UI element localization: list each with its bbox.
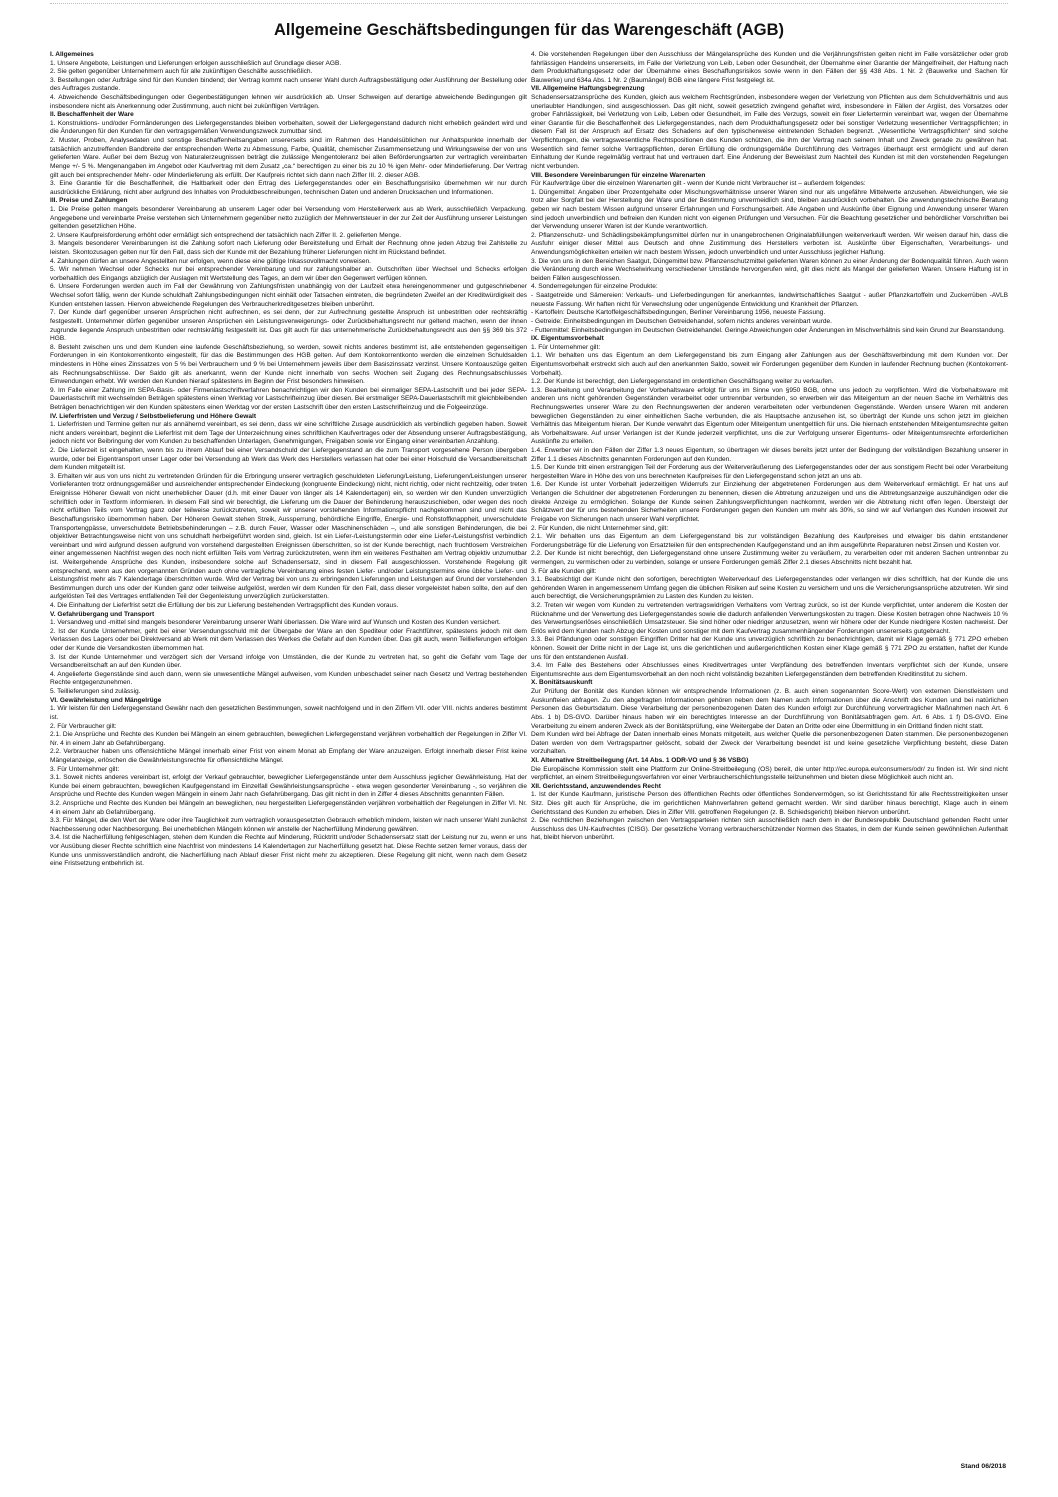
right-text-column <box>531 51 1008 1476</box>
clause-paragraph: 3. Erhalten wir aus von uns nicht zu vertretenden Gründen für die Erbringung unserer vertraglich geschuldeten Lieferung/Leistung, Lieferungen/Leistungen unserer Vorlieferanten trotz ordnungsgemäßer und ausreichender entsprechender Eindeckung (kongruente Eindeckung) nicht, nicht richtig, oder nicht rechtzeitig, oder treten Ereignisse Höherer Gewalt von nicht unerheblicher Dauer (d.h. mit einer Dauer von länger als 14 Kalendertagen) ein, so werden wir den Kunden unverzüglich schriftlich oder in Textform informieren. In diesem Fall sind wir berechtigt, die Lieferung um die Dauer der Behinderung herauszuschieben, oder wegen des noch nicht erfüllten Teils vom Vertrag ganz oder teilweise zurückzutreten, soweit wir unserer vorstehenden Informationspflicht nachgekommen sind und nicht das Beschaffungsrisiko übernommen haben. Der Höheren Gewalt stehen Streik, Aussperrung, behördliche Eingriffe, Energie- und Rohstoffknappheit, unverschuldete Transportengpässe, unverschuldete Betriebsbehinderungen – z.B. durch Feuer, Wasser oder Maschinenschäden –, und alle sonstigen Behinderungen, die bei objektiver Betrachtungsweise nicht von uns schuldhaft herbeigeführt worden sind, gleich. Ist ein Liefer-/Leistungstermin oder eine Liefer-/Leistungsfrist verbindlich vereinbart und wird aufgrund dessen aufgrund von vorstehend dargestellten Ereignissen überschritten, so ist der Kunde berechtigt, nach fruchtlosem Verstreichen einer angemessenen Nachfrist wegen des noch nicht erfüllten Teils vom Vertrag zurückzutreten, wenn ihm ein weiteres Festhalten am Vertrag objektiv unzumutbar ist. Weitergehende Ansprüche des Kunden, insbesondere solche auf Schadensersatz, sind in diesem Fall ausgeschlossen. Vorstehende Regelung gilt entsprechend, wenn aus den vorgenannten Gründen auch ohne vertragliche Vereinbarung eines festen Liefer- und/oder Leistungstermins eine übliche Liefer- und Leistungsfrist mehr als 7 Kalendertage überschritten wurde. Wird der Vertrag bei von uns zu erbringenden Lieferungen und Leistungen auf Grund der vorstehenden Bestimmungen durch uns oder der Kunden ganz oder teilweise aufgelöst, werden wir dem Kunden für den Fall, dass dieser vorgeleistet haben sollte, den auf den aufgelösten Teil des Vertrages entfallenden Teil der Gegenleistung unverzüglich zurückerstatten. <box>50 472 527 601</box>
clause-paragraph: 3. Ist der Kunde Unternehmer und verzögert sich der Versand infolge von Umständen, die der Kunde zu vertreten hat, so geht die Gefahr vom Tage der Versandbereitschaft an auf den Kunden über. <box>50 653 527 670</box>
clause-paragraph: 1.1. Wir behalten uns das Eigentum an dem Liefergegenstand bis zum Eingang aller Zahlungen aus der Geschäftsverbindung mit dem Kunden vor. Der Eigentumsvorbehalt erstreckt sich auch auf den anerkannten Saldo, soweit wir Forderungen gegenüber dem Kunden in laufender Rechnung buchen (Kontokorrent-Vorbehalt). <box>531 352 1008 377</box>
clause-paragraph: 1. Lieferfristen und Termine gelten nur als annähernd vereinbart, es sei denn, dass wir eine schriftliche Zusage ausdrücklich als verbindlich gegeben haben. Soweit nicht anders vereinbart, beginnt die Lieferfrist mit dem Tage der Unterzeichnung eines schriftlichen Kaufvertrages oder der Absendung unserer Auftragsbestätigung, jedoch nicht vor Beibringung der vom Kunden zu beschaffenden Unterlagen, Genehmigungen, Freigaben sowie vor Eingang einer vereinbarten Anzahlung. <box>50 421 527 446</box>
document-version-stamp: Stand 06/2018 <box>960 1463 1006 1470</box>
clause-paragraph: 3.2. Ansprüche und Rechte des Kunden bei Mängeln an beweglichen, neu hergestellten Liefergegenständen verjähren vorbehaltlich der Regelungen in Ziffer VI. Nr. 4 in einem Jahr ab Gefahrübergang. <box>50 800 527 816</box>
section-heading: II. Beschaffenheit der Ware <box>50 111 134 119</box>
clause-paragraph: Dem Kunden wird bei Abfrage der Daten innerhalb eines Monats mitgeteilt, aus welcher Quelle die personenbezogenen Daten stammen. Die personenbezogenen Daten werden von dem Vertragspartner gelöscht, sobald der Zweck der Verarbeitung beendet ist und keine gesetzliche Verpflichtung besteht, diese Daten vorzuhalten. <box>531 731 1008 756</box>
clause-paragraph: - Futtermittel: Einheitsbedingungen im Deutschen Getreidehandel. Geringe Abweichungen oder Änderungen im Mischverhältnis sind kein Grund zur Beanstandung. <box>531 326 1005 334</box>
clause-paragraph: 1.5. Der Kunde tritt einen erstrangigen Teil der Forderung aus der Weiterveräußerung des Liefergegenstandes oder der aus sonstigem Recht bei oder Verarbeitung hergestellten Ware in Höhe des von uns berechneten Kaufpreises für den Liefergegenstand schon jetzt an uns ab. <box>531 464 1008 480</box>
clause-paragraph: 2. Muster, Proben, Analysedaten und sonstige Beschaffenheitsangaben unsererseits sind im Rahmen des Handelsüblichen nur Anhaltspunkte innerhalb der tatsächlich anzutreffenden Bandbreite der entsprechenden Werte zu Abmessung, Farbe, Qualität, chemischer Zusammensetzung und Wirkungsweise der von uns gelieferten Ware. Außer bei dem Bezug von Naturalerzeugnissen beträgt die zulässige Mengentoleranz bei allen Beförderungsarten zur vertraglich vereinbarten Menge +/- 5 %. Mengenangaben im Angebot oder Kaufvertrag mit dem Zusatz „ca.“ berechtigen zu einer bis zu 10 % igen Mehr- oder Minderlieferung. Der Vertrag gilt auch bei entsprechender Mehr- oder Minderlieferung als erfüllt. Der Kaufpreis richtet sich dann nach Ziffer III. 2. dieser AGB. <box>50 137 527 179</box>
clause-paragraph: 5. Teillieferungen sind zulässig. <box>50 688 141 696</box>
clause-paragraph: 3. Für Unternehmer gilt: <box>50 765 120 773</box>
clause-paragraph: 1. Konstruktions- und/oder Formänderungen des Liefergegenstandes bleiben vorbehalten, soweit der Liefergegenstand dadurch nicht erheblich geändert wird und die Änderungen für den Kunden für den vertragsgemäßen Verwendungszweck zumutbar sind. <box>50 119 527 136</box>
clause-paragraph: 1. Unsere Angebote, Leistungen und Lieferungen erfolgen ausschließlich auf Grundlage dieser AGB. <box>50 59 342 67</box>
clause-paragraph: 3. Die von uns in den Bereichen Saatgut, Düngemittel bzw. Pflanzenschutzmittel gelieferten Waren können zu einer Änderung der Bodenqualität führen. Auch wenn die Veränderung durch eine Wechselwirkung verschiedener Umstände hervorgerufen wird, gilt dies nicht als Mangel der gelieferten Waren. Unsere Haftung ist in beiden Fällen ausgeschlossen. <box>531 257 1008 282</box>
clause-paragraph: 4. Sonderregelungen für einzelne Produkte: <box>531 283 658 291</box>
clause-paragraph: - Getreide: Einheitsbedingungen im Deutschen Getreidehandel, sofern nichts anderes vereinbart wurde. <box>531 317 832 325</box>
section-heading: VIII. Besondere Vereinbarungen für einzelne Warenarten <box>531 171 706 179</box>
clause-paragraph: 2.2. Der Kunde ist nicht berechtigt, den Liefergegenstand ohne unsere Zustimmung weiter zu veräußern, zu verarbeiten oder mit anderen Sachen untrennbar zu vermengen, zu vermischen oder zu verbinden, solange er unsere Forderungen gemäß Ziffer 2.1 dieses Abschnitts nicht bezahlt hat. <box>531 550 1008 566</box>
clause-paragraph: 1.6. Der Kunde ist unter Vorbehalt jederzeitigen Widerrufs zur Einziehung der abgetretenen Forderungen aus dem Weiterverkauf ermächtigt. Er hat uns auf Verlangen die Schuldner der abgetretenen Forderungen zu benennen, diesen die Abtretung anzuzeigen und uns die Abtretungsanzeige auszuhändigen oder die direkte Anzeige zu ermöglichen. Solange der Kunde seinen Zahlungsverpflichtungen nachkommt, werden wir die Abtretung nicht offen legen. Übersteigt der Schätzwert der für uns bestehenden Sicherheiten unsere Forderungen gegen den Kunden um mehr als 30%, so sind wir auf Verlangen des Kunden insoweit zur Freigabe von Sicherungen nach unserer Wahl verpflichtet. <box>531 481 1008 523</box>
clause-paragraph: 2.1. Die Ansprüche und Rechte des Kunden bei Mängeln an einem gebrauchten, beweglichen Liefergegenstand verjähren vorbehaltlich der Regelungen in Ziffer VI. Nr. 4 in einem Jahr ab Gefahrübergang. <box>50 731 527 747</box>
clause-paragraph: 3.4. Ist die Nacherfüllung fehlgeschlagen, stehen dem Kunden die Rechte auf Minderung, Rücktritt und/oder Schadensersatz statt der Leistung nur zu, wenn er uns vor Ausübung dieser Rechte schriftlich eine Nachfrist von mindestens 14 Kalendertagen zur Nacherfüllung gesetzt hat. Diese Rechte setzen ferner voraus, dass der Kunde uns unmissverständlich androht, die Nacherfüllung nach Ablauf dieser Frist nicht mehr zu akzeptieren. Diese Regelung gilt nicht, wenn nach dem Gesetz eine Fristsetzung entbehrlich ist. <box>50 834 527 868</box>
section-heading: VI. Gewährleistung und Mängelrüge <box>50 696 162 704</box>
clause-paragraph: 4. Die Einhaltung der Lieferfrist setzt die Erfüllung der bis zur Lieferung bestehenden Vertragspflicht des Kunden voraus. <box>50 602 399 609</box>
section-heading: IV. Lieferfristen und Verzug / Selbstbelieferung und Höhere Gewalt <box>50 412 257 420</box>
clause-paragraph: 3.4. Im Falle des Bestehens oder Abschlusses eines Kreditvertrages unter Verpfändung des betreffenden Inventars verpflichtet sich der Kunde, unsere Eigentumsrechte aus dem Eigentumsvorbehalt an den noch nicht vollständig bezahlten Liefergegenständen dem betreffenden Kreditinstitut zu sichern. <box>531 662 1008 678</box>
section-heading: X. Bonitätsauskunft <box>531 679 593 687</box>
clause-paragraph: Zur Prüfung der Bonität des Kunden können wir entsprechende Informationen (z. B. auch einen sogenannten Score-Wert) von externen Dienstleistern und Auskunfteien abfragen. Zu den abgefragten Informationen gehören neben dem Namen auch Informationen über die Anschrift des Kunden und bei natürlichen Personen das Geburtsdatum. Diese Verarbeitung der personenbezogenen Daten des Kunden erfolgt zur Durchführung vorvertraglicher Maßnahmen nach Art. 6 Abs. 1 b) DS-GVO. Darüber hinaus haben wir ein berechtigtes Interesse an der Durchführung von Bonitätsabfragen gem. Art. 6 Abs. 1 f) DS-GVO. Eine Verarbeitung zu einem anderen Zweck als der Bonitätsprüfung, eine Weitergabe der Daten an Dritte oder eine Übermittlung in ein Drittland finden nicht statt. <box>531 688 1008 730</box>
section-heading: V. Gefahrübergang und Transport <box>50 610 155 618</box>
left-text-column <box>50 51 527 1476</box>
clause-paragraph: 2. Für Verbraucher gilt: <box>50 722 117 730</box>
clause-paragraph: 2. Ist der Kunde Unternehmer, geht bei einer Versendungsschuld mit der Übergabe der Ware an den Spediteur oder Frachtführer, spätestens jedoch mit dem Verlassen des Lagers oder bei Direktversand ab Werk mit dem Verlassen des Werkes die Gefahr auf den Kunden über. Das gilt auch, wenn Teillieferungen erfolgen oder der Kunde die Versandkosten übernommen hat. <box>50 627 527 653</box>
clause-paragraph: 2. Pflanzenschutz- und Schädlingsbekämpfungsmittel dürfen nur in unangebrochenen Originalabfüllungen weiterverkauft werden. Wir weisen darauf hin, dass die Ausfuhr einiger dieser Mittel aus Deutsch and ohne Zustimmung des Herstellers verboten ist. Auskünfte über Eigenschaften, Verarbeitungs- und Anwendungsmöglichkeiten erteilen wir nach bestem Wissen, jedoch unverbindlich und unter Ausschluss jeglicher Haftung. <box>531 231 1008 257</box>
clause-paragraph: 4. Angelieferte Gegenstände sind auch dann, wenn sie unwesentliche Mängel aufweisen, vom Kunden unbeschadet seiner nach Gesetz und Vertrag bestehenden Rechte entgegenzunehmen. <box>50 670 527 687</box>
clause-paragraph: - Kartoffeln: Deutsche Kartoffelgeschäftsbedingungen, Berliner Vereinbarung 1956, neueste Fassung. <box>531 309 826 317</box>
clause-paragraph: Für Kaufverträge über die einzelnen Warenarten gilt - wenn der Kunde nicht Verbraucher ist – außerdem folgendes: <box>531 180 866 188</box>
clause-paragraph: 8. Besteht zwischen uns und dem Kunden eine laufende Geschäftsbeziehung, so werden, soweit nichts anderes bestimmt ist, alle entstehenden gegenseitigen Forderungen in ein Kontokorrentkonto eingestellt, für das die Bestimmungen des HGB gelten. Auf dem Kontokorrentkonto werden die einzelnen Schuldsalden mindestens in Höhe eines Zinssatzes von 5 % bei Verbrauchern und 9 % bei Unternehmern jeweils über dem Basiszinssatz verzinst. Unsere Kontoauszüge gelten als Rechnungsabschlüsse. Der Saldo gilt als anerkannt, wenn der Kunde nicht innerhalb von sechs Wochen seit Zugang des Rechnungsabschlusses Einwendungen erhebt. Wir werden den Kunden hierauf spätestens im Beginn der Frist besonders hinweisen. <box>50 343 527 386</box>
clause-paragraph: 3.1. Soweit nichts anderes vereinbart ist, erfolgt der Verkauf gebrauchter, beweglicher Liefergegenstände unter dem Ausschluss jeglicher Gewährleistung. Hat der Kunde bei einem gebrauchten, beweglichen Kaufgegenstand im Einzelfall Gewährleistungsansprüche - etwa wegen gesonderter Vereinbarung -, so verjähren die Ansprüche und Rechte des Kunden wegen Mängeln in einem Jahr nach Gefahrübergang. Das gilt nicht in den in Ziffer 4 dieses Abschnitts genannten Fällen. <box>50 774 527 799</box>
clause-paragraph: 2. Die rechtlichen Beziehungen zwischen den Vertragsparteien richten sich ausschließlich nach dem in der Bundesrepublik Deutschland geltenden Recht unter Ausschluss des UN-Kaufrechtes (CISG). Der gesetzliche Vorrang verbraucherschützender Normen des Staates, in dem der Kunde seinen gewöhnlichen Aufenthalt hat, bleibt hiervon unberührt. <box>531 817 1008 842</box>
clause-paragraph: 5. Wir nehmen Wechsel oder Schecks nur bei entsprechender Vereinbarung und nur zahlungshalber an. Gutschriften über Wechsel und Schecks erfolgen vorbehaltlich des Eingangs abzüglich der Auslagen mit Wertstellung des Tages, an dem wir über den Gegenwert verfügen können. <box>50 266 527 282</box>
section-heading: VII. Allgemeine Haftungsbegrenzung <box>531 85 645 93</box>
clause-paragraph: 2. Die Lieferzeit ist eingehalten, wenn bis zu ihrem Ablauf bei einer Versandschuld der Liefergegenstand an die zum Transport vorgesehene Person übergeben wurde, oder bei Eigentransport unser Lager oder bei Versendung ab Werk das Werk des Herstellers verlassen hat oder bei einer Holschuld die Versandbereitschaft dem Kunden mitgeteilt ist. <box>50 447 527 472</box>
clause-paragraph: 2.2. Verbraucher haben uns offensichtliche Mängel innerhalb einer Frist von einem Monat ab Empfang der Ware anzuzeigen. Erfolgt innerhalb dieser Frist keine Mängelanzeige, erlöschen die Gewährleistungsrechte für offensichtliche Mängel. <box>50 748 527 764</box>
clause-paragraph: 1. Wir leisten für den Liefergegenstand Gewähr nach den gesetzlichen Bestimmungen, soweit nachfolgend und in den Ziffern VII. oder VIII. nichts anderes bestimmt ist. <box>50 705 527 721</box>
clause-paragraph: 9. Im Falle einer Zahlung im SEPA-Basis- oder Firmenlastschriftverfahren benachrichtigen wir den Kunden bei einmaliger SEPA-Lastschrift und bei jeder SEPA-Dauerlastschrift mit wechselnden Beträgen spätestens einen Werktag vor Lastschrifteinzug über diesen. Bei erstmaliger SEPA-Dauerlastschrift mit gleichbleibenden Beträgen benachrichtigen wir den Kunden spätestens einen Werktag vor der ersten Lastschrift über den ersten Lastschrifteinzug und die Folgeeinzüge. <box>50 386 527 411</box>
clause-paragraph: 4. Die vorstehenden Regelungen über den Ausschluss der Mängelansprüche des Kunden und die Verjährungsfristen gelten nicht im Falle vorsätzlicher oder grob fahrlässigen Handelns unsererseits, im Falle der Verletzung von Leib, Leben oder Gesundheit, der Übernahme einer Garantie der Mängelfreiheit, der Haftung nach dem Produkthaftungsgesetz oder der Übernahme eines Beschaffungsrisikos sowie wenn in den Fällen der §§ 438 Abs. 1 Nr. 2 (Bauwerke und Sachen für Bauwerke) und 634a Abs. 1 Nr. 2 (Baumängel) BGB eine längere Frist festgelegt ist. <box>531 51 1008 84</box>
clause-paragraph: 7. Der Kunde darf gegenüber unseren Ansprüchen nicht aufrechnen, es sei denn, der zur Aufrechnung gestellte Anspruch ist unbestritten oder rechtskräftig festgestellt. Unternehmer dürfen gegenüber unseren Ansprüchen ein Leistungsverweigerungs- oder Zurückbehaltungsrecht nur geltend machen, wenn der ihnen zugrunde liegende Anspruch unbestritten oder rechtskräftig festgestellt ist. Das gilt auch für das unternehmerische Zurückbehaltungsrecht aus den §§ 369 bis 372 HGB. <box>50 309 527 343</box>
section-heading: III. Preise und Zahlungen <box>50 197 128 205</box>
clause-paragraph: 3. Für alle Kunden gilt: <box>531 567 597 575</box>
clause-paragraph: 1. Für Unternehmer gilt: <box>531 343 601 351</box>
clause-paragraph: 3.1. Beabsichtigt der Kunde nicht den sofortigen, berechtigten Weiterverkauf des Liefergegenstandes oder verlangen wir dies schriftlich, hat der Kunde die uns gehörenden Waren in angemessenem Umfang gegen die üblichen Risiken auf seine Kosten zu versichern und uns die Versicherungsansprüche abzutreten. Wir sind auch berechtigt, die Versicherungsprämien zu Lasten des Kunden zu leisten. <box>531 576 1008 601</box>
clause-paragraph: 1.2. Der Kunde ist berechtigt, den Liefergegenstand im ordentlichen Geschäftsgang weiter zu verkaufen. <box>531 378 834 386</box>
scan-edge-line <box>50 3 1008 4</box>
clause-paragraph: 4. Zahlungen dürfen an unsere Angestellten nur erfolgen, wenn diese eine gültige Inkassovollmacht vorweisen. <box>50 257 372 265</box>
clause-paragraph: - Saatgetreide und Sämereien: Verkaufs- und Lieferbedingungen für anerkanntes, landwirtschaftliches Saatgut - außer Pflanzkartoffeln und Zuckerrüben -AVLB neueste Fassung. Wir haften nicht für Verwechslung oder ungenügende Entwicklung und Krankheit der Pflanzen. <box>531 292 1008 308</box>
clause-paragraph: 2. Für Kunden, die nicht Unternehmer sind, gilt: <box>531 524 669 532</box>
section-heading: XI. Alternative Streitbeilegung (Art. 14 Abs. 1 ODR-VO und § 36 VSBG) <box>531 756 749 764</box>
section-heading: IX. Eigentumsvorbehalt <box>531 335 604 343</box>
clause-paragraph: 1. Ist der Kunde Kaufmann, juristische Person des öffentlichen Rechts oder öffentliches Sondervermögen, so ist Gerichtsstand für alle Rechtsstreitigkeiten unser Sitz. Dies gilt auch für Ansprüche, die im gerichtlichen Mahnverfahren geltend gemacht werden. Wir sind darüber hinaus berechtigt, Klage auch in einem Gerichtsstand des Kunden zu erheben. Dies in Ziffer VIII. getroffenen Regelungen (z. B. Schiedsgericht) bleiben hiervon unberührt. <box>531 791 1008 816</box>
clause-paragraph: 1. Düngemittel: Angaben über Prozentgehalte oder Mischungsverhältnisse unserer Waren sind nur als ungefähre Mittelwerte anzusehen. Abweichungen, wie sie trotz aller Sorgfalt bei der Herstellung der Ware und der Bestimmung unvermeidlich sind, bleiben ausdrücklich vorbehalten. Die anwendungstechnische Beratung geben wir nach bestem Wissen aufgrund unserer Erfahrungen und Forschungsarbeit. Alle Angaben und Auskünfte über Eignung und Anwendung unserer Waren sind jedoch unverbindlich und befreien den Kunden nicht von eigenen Prüfungen und Versuchen. Für die Beachtung gesetzlicher und behördlicher Vorschriften bei der Verwendung unserer Waren ist der Kunde verantwortlich. <box>531 188 1008 231</box>
clause-paragraph: Schadensersatzansprüche des Kunden, gleich aus welchem Rechtsgründen, insbesondere wegen der Verletzung von Pflichten aus dem Schuldverhältnis und aus unerlaubter Handlungen, sind ausgeschlossen. Das gilt nicht, soweit gesetzlich zwingend gehaftet wird, insbesondere in Fällen der Arglist, des Vorsatzes oder grober Fahrlässigkeit, bei Verletzung von Leib, Leben oder Gesundheit, im Falle des Verzugs, soweit ein fixer Liefertermin vereinbart war, wegen der Übernahme einer Garantie für die Beschaffenheit des Liefergegenstandes, nach dem Produkthaftungsgesetz oder bei sonstiger Verletzung wesentlicher Vertragspflichten; in diesem Fall ist der Anspruch auf Ersatz des Schadens auf den typischerweise eintretenden Schaden begrenzt. „Wesentliche Vertragspflichten“ sind solche Verpflichtungen, die vertragswesentliche Rechtspositionen des Kunden schützen, die ihm der Vertrag nach seinem Inhalt und Zweck gerade zu gewähren hat. Wesentlich sind ferner solche Vertragspflichten, deren Erfüllung die ordnungsgemäße Durchführung des Vertrages überhaupt erst ermöglicht und auf deren Einhaltung der Kunde regelmäßig vertraut hat und vertrauen darf. Eine Änderung der Beweislast zum Nachteil des Kunden ist mit den vorstehenden Regelungen nicht verbunden. <box>531 94 1008 170</box>
clause-paragraph: 3.3. Bei Pfändungen oder sonstigen Eingriffen Dritter hat der Kunde uns unverzüglich schriftlich zu benachrichtigen, damit wir Klage gemäß § 771 ZPO erheben können. Soweit der Dritte nicht in der Lage ist, uns die gerichtlichen und außergerichtlichen Kosten einer Klage gemäß § 771 ZPO zu erstatten, haftet der Kunde uns für den entstandenen Ausfall. <box>531 636 1008 661</box>
clause-paragraph: 2. Unsere Kaufpreisforderung erhöht oder ermäßigt sich entsprechend der tatsächlich nach Ziffer II. 2. gelieferten Menge. <box>50 231 402 239</box>
clause-paragraph: 3.2. Treten wir wegen vom Kunden zu vertretenden vertragswidrigen Verhaltens vom Vertrag zurück, so ist der Kunde verpflichtet, unter anderem die Kosten der Rücknahme und der Verwertung des Liefergegenstandes sowie die dadurch anfallenden Verwertungskosten zu tragen. Diese Kosten betragen ohne Nachweis 10 % des Verwertungserlöses einschließlich Umsatzsteuer. Sie sind höher oder niedriger anzusetzen, wenn wir höhere oder der Kunde niedrigere Kosten nachweist. Der Erlös wird dem Kunden nach Abzug der Kosten und sonstiger mit dem Kaufvertrag zusammenhängender Forderungen unsererseits gutgebracht. <box>531 602 1008 635</box>
section-heading: XII. Gerichtsstand, anzuwendendes Recht <box>531 782 661 790</box>
section-heading: I. Allgemeines <box>50 51 94 58</box>
document-title: Allgemeine Geschäftsbedingungen für das Warengeschäft (AGB) <box>273 21 785 39</box>
clause-paragraph: 3.3. Für Mängel, die den Wert der Ware oder ihre Tauglichkeit zum vertraglich vorausgesetzten Gebrauch erheblich mindern, leisten wir nach unserer Wahl zunächst Nachbesserung oder Nachbesorgung. Bei unerheblichen Mängeln können wir anstelle der Nacherfüllung Minderung gewähren. <box>50 817 527 833</box>
clause-paragraph: 2.1. Wir behalten uns das Eigentum an dem Liefergegenstand bis zur vollständigen Bezahlung des Kaufpreises und etwaiger bis dahin entstandener Forderungsbeträge für die Lieferung von Ersatzteilen für den entsprechenden Kaufgegenstand und an ihm ausgeführte Reparaturen nebst Zinsen und Kosten vor. <box>531 533 1008 549</box>
clause-paragraph: 1.4. Erwerber wir in den Fällen der Ziffer 1.3 neues Eigentum, so übertragen wir dieses bereits jetzt unter der Bedingung der vollständigen Bezahlung unserer in Ziffer 1.1 dieses Abschnitts genannten Forderungen auf den Kunden. <box>531 447 1008 463</box>
clause-paragraph: 3. Mangels besonderer Vereinbarungen ist die Zahlung sofort nach Lieferung oder Bereitstellung und Erhalt der Rechnung ohne jeden Abzug frei Zahlstelle zu leisten. Skontozusagen gelten nur für den Fall, dass sich der Kunde mit der Bezahlung früherer Lieferungen nicht im Rückstand befindet. <box>50 240 527 257</box>
clause-paragraph: 1.3. Bearbeitung und Verarbeitung der Vorbehaltsware erfolgt für uns im Sinne von §950 BGB, ohne uns jedoch zu verpflichten. Wird die Vorbehaltsware mit anderen uns nicht gehörenden Gegenständen verarbeitet oder untrennbar verbunden, so erwerben wir das Miteigentum an der neuen Sache im Verhältnis des Rechnungswertes unserer Ware zu den Rechnungswerten der anderen verarbeiteten oder verbundenen Gegenstände. Werden unsere Waren mit anderen beweglichen Gegenständen zu einer einheitlichen Sache verbunden, die als Hauptsache anzusehen ist, so überträgt der Kunde uns schon jetzt im gleichen Verhältnis das Miteigentum hieran. Der Kunde verwahrt das Eigentum oder Miteigentum unentgeltlich für uns. Die hiernach entstehenden Miteigentumsrechte gelten als Vorbehaltsware. Auf unser Verlangen ist der Kunde jederzeit verpflichtet, uns die zur Verfolgung unserer Eigentums- oder Miteigentumsrechte erforderlichen Auskünfte zu erteilen. <box>531 386 1008 446</box>
clause-paragraph: 3. Eine Garantie für die Beschaffenheit, die Haltbarkeit oder den Ertrag des Liefergegenstandes oder ein Beschaffungsrisiko übernehmen wir nur durch ausdrückliche Erklärung, nicht aber aufgrund des Inhaltes von Produktbeschreibungen, technischen Daten und anderen Drucksachen und Informationen. <box>50 180 527 196</box>
clause-paragraph: 2. Sie gelten gegenüber Unternehmern auch für alle zukünftigen Geschäfte ausschließlich. <box>50 68 313 76</box>
clause-paragraph: Die Europäische Kommission stellt eine Plattform zur Online-Streitbeilegung (OS) bereit, die unter http://ec.europa.eu/consumers/odr/ zu finden ist. Wir sind nicht verpflichtet, an einem Streitbeilegungsverfahren vor einer Verbraucherschlichtungsstelle teilzunehmen und bieten diese Möglichkeit auch nicht an. <box>531 765 1008 782</box>
clause-paragraph: 6. Unsere Forderungen werden auch im Fall der Gewährung von Zahlungsfristen unabhängig von der Laufzeit etwa hereingenommener und gutgeschriebener Wechsel sofort fällig, wenn der Kunde schuldhaft Zahlungsbedingungen nicht einhält oder Tatsachen eintreten, die begründeten Zweifel an der Kreditwürdigkeit des Kunden entstehen lassen. Hiervon abweichende Regelungen des Verbraucherkreditgesetzes bleiben unberührt. <box>50 283 527 308</box>
clause-paragraph: 4. Abweichende Geschäftsbedingungen oder Gegenbestätigungen lehnen wir ausdrücklich ab. Unser Schweigen auf derartige abweichende Bedingungen gilt insbesondere nicht als Anerkennung oder Zustimmung, auch nicht bei zukünftigen Verträgen. <box>50 94 527 110</box>
clause-paragraph: 1. Die Preise gelten mangels besonderer Vereinbarung ab unserem Lager oder bei Versendung vom Herstellerwerk aus ab Werk, ausschließlich Verpackung. Angegebene und vereinbarte Preise verstehen sich Unternehmern gegenüber netto zuzüglich der Mehrwertsteuer in der zur Zeit der Ausführung unserer Leistungen geltenden gesetzlichen Höhe. <box>50 205 527 231</box>
clause-paragraph: 3. Bestellungen oder Aufträge sind für den Kunden bindend; der Vertrag kommt nach unserer Wahl durch Auftragsbestätigung oder Ausführung der Bestellung oder des Auftrages zustande. <box>50 76 527 93</box>
clause-paragraph: 1. Versandweg und -mittel sind mangels besonderer Vereinbarung unserer Wahl überlassen. Die Ware wird auf Wunsch und Kosten des Kunden versichert. <box>50 619 501 627</box>
